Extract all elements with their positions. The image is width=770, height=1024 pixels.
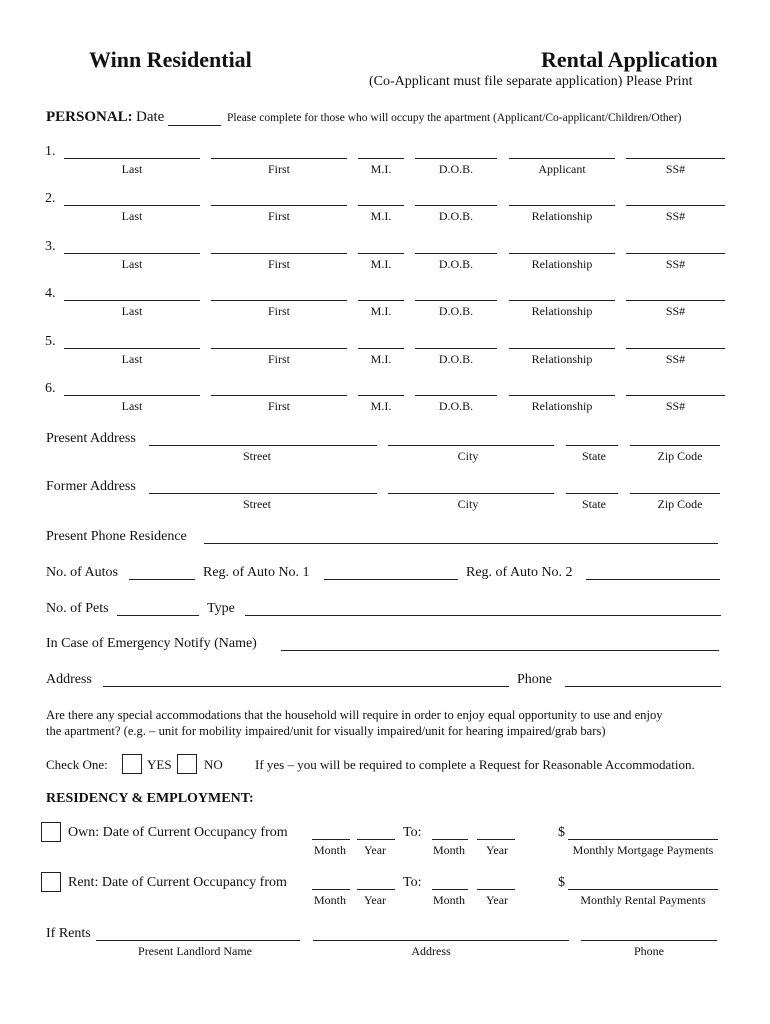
former-state-label: State	[582, 497, 606, 511]
yes-label: YES	[147, 757, 172, 772]
former-address-label: Former Address	[46, 479, 136, 494]
rental-payments-label: Monthly Rental Payments	[580, 893, 706, 907]
occupant-ss-field[interactable]	[626, 253, 725, 254]
occupant-row-number: 2.	[45, 191, 56, 206]
occupant-ss-label: SS#	[665, 257, 686, 271]
own-checkbox[interactable]	[41, 822, 61, 842]
own-dollar-sign: $	[558, 825, 565, 840]
occupant-role-label: Relationship	[531, 352, 593, 366]
occupant-ss-label: SS#	[665, 352, 686, 366]
occupant-mi-label: M.I.	[370, 162, 392, 176]
own-from-year-field[interactable]	[357, 839, 395, 840]
occupant-last-label: Last	[121, 352, 143, 366]
reg-auto1-label: Reg. of Auto No. 1	[203, 565, 310, 580]
rent-to-label: To:	[403, 875, 422, 890]
occupant-dob-label: D.O.B.	[438, 209, 474, 223]
rent-from-year-label: Year	[363, 893, 387, 907]
former-zip-field[interactable]	[630, 493, 720, 494]
landlord-address-label: Address	[411, 944, 451, 958]
present-zip-field[interactable]	[630, 445, 720, 446]
phone-residence-field[interactable]	[204, 543, 718, 544]
occupant-last-field[interactable]	[64, 348, 200, 349]
reg-auto2-field[interactable]	[586, 579, 720, 580]
own-to-year-field[interactable]	[477, 839, 515, 840]
rent-to-month-field[interactable]	[432, 889, 468, 890]
rent-checkbox[interactable]	[41, 872, 61, 892]
accommodation-question-line1: Are there any special accommodations that the household will require in order to enjoy equal opportunity to use and enjoy	[46, 708, 663, 722]
autos-label: No. of Autos	[46, 565, 118, 580]
occupant-first-label: First	[267, 162, 290, 176]
occupant-role-field[interactable]	[509, 253, 615, 254]
personal-heading: PERSONAL:	[46, 109, 133, 125]
occupant-first-field[interactable]	[211, 348, 347, 349]
no-checkbox[interactable]	[177, 754, 197, 774]
own-from-month-field[interactable]	[312, 839, 350, 840]
own-to-year-label: Year	[485, 843, 509, 857]
occupant-last-field[interactable]	[64, 395, 200, 396]
occupant-ss-field[interactable]	[626, 348, 725, 349]
occupant-last-label: Last	[121, 257, 143, 271]
rent-to-year-label: Year	[485, 893, 509, 907]
former-city-field[interactable]	[388, 493, 554, 494]
occupant-role-field[interactable]	[509, 205, 615, 206]
date-field[interactable]	[168, 125, 221, 126]
occupant-dob-field[interactable]	[415, 158, 497, 159]
personal-instruction: Please complete for those who will occupy the apartment (Applicant/Co-applicant/Children/Other)	[227, 112, 682, 124]
occupant-dob-field[interactable]	[415, 348, 497, 349]
pets-field[interactable]	[117, 615, 199, 616]
emergency-address-field[interactable]	[103, 686, 509, 687]
present-address-label: Present Address	[46, 431, 136, 446]
occupant-row-number: 4.	[45, 286, 56, 301]
occupant-first-field[interactable]	[211, 158, 347, 159]
occupant-dob-field[interactable]	[415, 395, 497, 396]
occupant-row-number: 3.	[45, 239, 56, 254]
occupant-first-field[interactable]	[211, 205, 347, 206]
occupant-role-label: Relationship	[531, 304, 593, 318]
present-state-label: State	[582, 449, 606, 463]
occupant-last-label: Last	[121, 399, 143, 413]
occupant-last-field[interactable]	[64, 300, 200, 301]
occupant-last-label: Last	[121, 162, 143, 176]
pets-label: No. of Pets	[46, 601, 109, 616]
occupant-last-field[interactable]	[64, 253, 200, 254]
present-street-label: Street	[243, 449, 271, 463]
date-label: Date	[136, 109, 165, 125]
phone-residence-label: Present Phone Residence	[46, 529, 187, 544]
landlord-phone-label: Phone	[634, 944, 664, 958]
occupant-row-number: 1.	[45, 144, 56, 159]
no-label: NO	[204, 757, 223, 772]
former-street-field[interactable]	[149, 493, 377, 494]
occupant-ss-label: SS#	[665, 209, 686, 223]
occupant-dob-field[interactable]	[415, 205, 497, 206]
occupant-last-field[interactable]	[64, 205, 200, 206]
occupant-ss-field[interactable]	[626, 205, 725, 206]
emergency-name-label: In Case of Emergency Notify (Name)	[46, 636, 257, 651]
occupant-mi-field[interactable]	[358, 300, 404, 301]
occupant-dob-label: D.O.B.	[438, 399, 474, 413]
former-state-field[interactable]	[566, 493, 618, 494]
occupant-row-number: 6.	[45, 381, 56, 396]
occupant-dob-field[interactable]	[415, 253, 497, 254]
former-zip-label: Zip Code	[657, 497, 703, 511]
emergency-phone-field[interactable]	[565, 686, 721, 687]
occupant-first-label: First	[267, 304, 290, 318]
occupant-mi-label: M.I.	[370, 209, 392, 223]
former-city-label: City	[457, 497, 479, 511]
occupant-dob-label: D.O.B.	[438, 352, 474, 366]
occupant-last-label: Last	[121, 304, 143, 318]
occupant-mi-field[interactable]	[358, 158, 404, 159]
occupant-first-label: First	[267, 352, 290, 366]
emergency-phone-label: Phone	[517, 672, 552, 687]
occupant-role-field[interactable]	[509, 348, 615, 349]
pet-type-label: Type	[207, 601, 235, 616]
occupant-row-number: 5.	[45, 334, 56, 349]
own-occupancy-label: Own: Date of Current Occupancy from	[68, 825, 288, 840]
occupant-first-field[interactable]	[211, 253, 347, 254]
mortgage-payments-label: Monthly Mortgage Payments	[572, 843, 714, 857]
occupant-first-label: First	[267, 399, 290, 413]
present-street-field[interactable]	[149, 445, 377, 446]
own-to-month-label: Month	[432, 843, 465, 857]
pet-type-field[interactable]	[245, 615, 721, 616]
form-subtitle: (Co-Applicant must file separate application) Please Print	[369, 74, 693, 89]
present-state-field[interactable]	[566, 445, 618, 446]
occupant-first-field[interactable]	[211, 395, 347, 396]
rent-to-year-field[interactable]	[477, 889, 515, 890]
form-title: Rental Application	[541, 47, 718, 72]
mortgage-payment-field[interactable]	[568, 839, 718, 840]
occupant-mi-label: M.I.	[370, 399, 392, 413]
occupant-role-field[interactable]	[509, 395, 615, 396]
reg-auto1-field[interactable]	[324, 579, 458, 580]
occupant-dob-label: D.O.B.	[438, 257, 474, 271]
company-name: Winn Residential	[89, 47, 252, 72]
occupant-role-label: Relationship	[531, 257, 593, 271]
landlord-name-field[interactable]	[96, 940, 300, 941]
emergency-name-field[interactable]	[281, 650, 719, 651]
occupant-ss-label: SS#	[665, 162, 686, 176]
occupant-role-field[interactable]	[509, 300, 615, 301]
occupant-last-label: Last	[121, 209, 143, 223]
rent-from-month-label: Month	[313, 893, 346, 907]
occupant-first-label: First	[267, 257, 290, 271]
yes-checkbox[interactable]	[122, 754, 142, 774]
own-from-year-label: Year	[363, 843, 387, 857]
occupant-first-field[interactable]	[211, 300, 347, 301]
occupant-ss-label: SS#	[665, 399, 686, 413]
occupant-role-field[interactable]	[509, 158, 615, 159]
occupant-first-label: First	[267, 209, 290, 223]
occupant-mi-label: M.I.	[370, 257, 392, 271]
occupant-role-label: Applicant	[538, 162, 586, 176]
rent-to-month-label: Month	[432, 893, 465, 907]
present-zip-label: Zip Code	[657, 449, 703, 463]
accommodation-note: If yes – you will be required to complete a Request for Reasonable Accommodation.	[255, 757, 695, 772]
landlord-name-label: Present Landlord Name	[138, 944, 252, 958]
occupant-mi-field[interactable]	[358, 253, 404, 254]
occupant-mi-field[interactable]	[358, 395, 404, 396]
emergency-address-label: Address	[46, 672, 92, 687]
occupant-mi-label: M.I.	[370, 352, 392, 366]
occupant-dob-field[interactable]	[415, 300, 497, 301]
accommodation-question-line2: the apartment? (e.g. – unit for mobility impaired/unit for visually impaired/unit for hearing impaired/grab bars)	[46, 724, 606, 738]
occupant-mi-field[interactable]	[358, 348, 404, 349]
own-from-month-label: Month	[313, 843, 346, 857]
occupant-mi-label: M.I.	[370, 304, 392, 318]
occupant-mi-field[interactable]	[358, 205, 404, 206]
occupant-dob-label: D.O.B.	[438, 162, 474, 176]
autos-field[interactable]	[129, 579, 195, 580]
occupant-last-field[interactable]	[64, 158, 200, 159]
occupant-dob-label: D.O.B.	[438, 304, 474, 318]
rent-dollar-sign: $	[558, 875, 565, 890]
occupant-ss-field[interactable]	[626, 395, 725, 396]
occupant-role-label: Relationship	[531, 399, 593, 413]
present-city-field[interactable]	[388, 445, 554, 446]
occupant-ss-label: SS#	[665, 304, 686, 318]
occupant-ss-field[interactable]	[626, 158, 725, 159]
occupant-ss-field[interactable]	[626, 300, 725, 301]
rental-payment-field[interactable]	[568, 889, 718, 890]
landlord-phone-field[interactable]	[581, 940, 717, 941]
former-street-label: Street	[243, 497, 271, 511]
own-to-label: To:	[403, 825, 422, 840]
reg-auto2-label: Reg. of Auto No. 2	[466, 565, 573, 580]
rent-from-year-field[interactable]	[357, 889, 395, 890]
rent-occupancy-label: Rent: Date of Current Occupancy from	[68, 875, 287, 890]
own-to-month-field[interactable]	[432, 839, 468, 840]
residency-heading: RESIDENCY & EMPLOYMENT:	[46, 791, 254, 806]
rent-from-month-field[interactable]	[312, 889, 350, 890]
landlord-address-field[interactable]	[313, 940, 569, 941]
check-one-label: Check One:	[46, 757, 108, 772]
present-city-label: City	[457, 449, 479, 463]
if-rents-label: If Rents	[46, 926, 91, 941]
occupant-role-label: Relationship	[531, 209, 593, 223]
